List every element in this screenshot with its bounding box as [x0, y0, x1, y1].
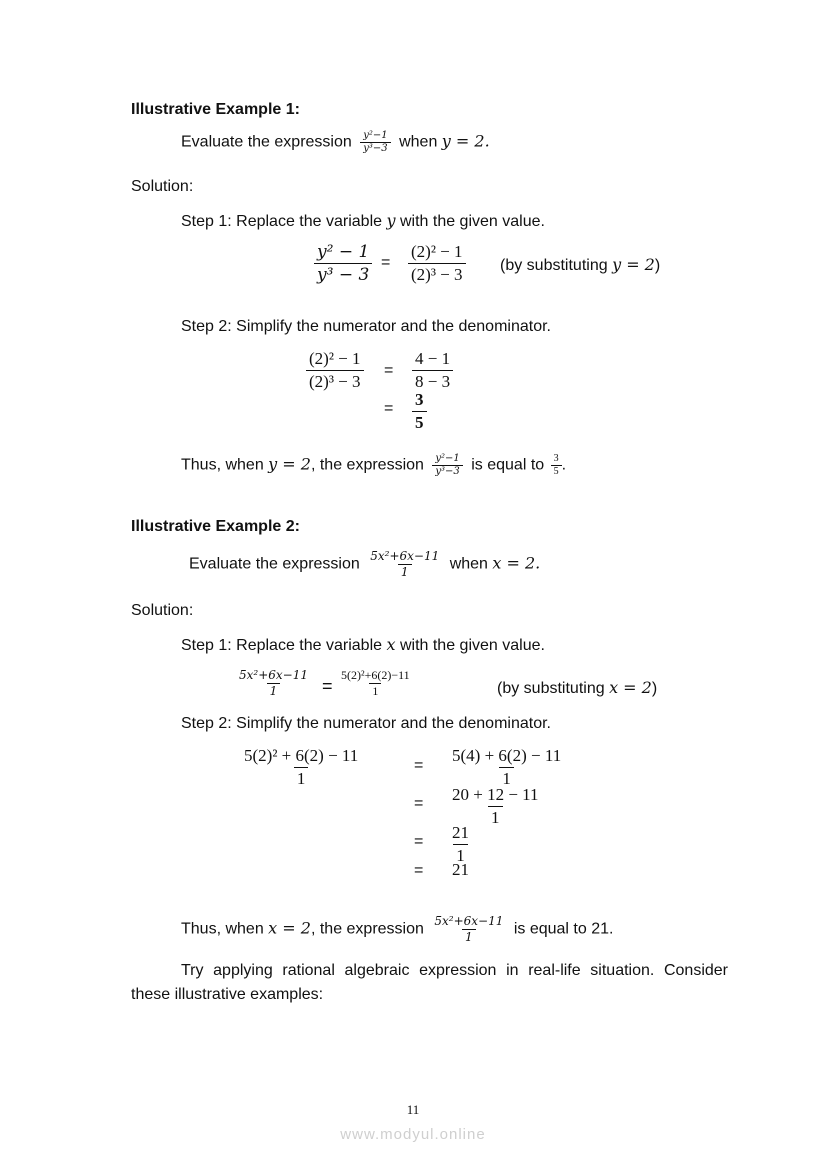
- example-2-prompt: [189, 549, 540, 580]
- numerator: 5x²+6x−11: [434, 914, 504, 928]
- numerator: y² − 1: [317, 242, 370, 262]
- step-text: Step 1: Replace the variable: [181, 213, 383, 230]
- numerator: 5x²+6x−11: [370, 549, 440, 563]
- equals-sign: =: [381, 254, 391, 271]
- period: .: [561, 456, 567, 474]
- numerator: 5(2)² + 6(2) − 11: [244, 746, 359, 765]
- numerator: y²−1: [363, 130, 388, 141]
- variable: x: [386, 635, 396, 654]
- conclusion-fraction: [431, 914, 506, 945]
- numerator: y²−1: [435, 453, 460, 464]
- denominator: 1: [294, 767, 309, 790]
- ex1-substitution-note: [500, 255, 660, 275]
- conclusion-text: Thus, when: [181, 456, 264, 474]
- numerator: (2)² − 1: [411, 242, 463, 261]
- example-2-step-2: Step 2: Simplify the numerator and the denominator.: [181, 715, 551, 732]
- condition: y = 2.: [441, 131, 490, 151]
- conclusion-text-end: is equal to: [471, 456, 545, 474]
- numerator: 5(4) + 6(2) − 11: [452, 746, 562, 765]
- ex2-step2-left-fraction: [241, 745, 361, 790]
- denominator: y³−3: [432, 465, 462, 478]
- when-text: when: [399, 133, 438, 151]
- equals-sign: =: [384, 362, 394, 379]
- when-text: when: [449, 555, 488, 573]
- conclusion-text-end: is equal to 21.: [513, 920, 614, 938]
- numerator: 3: [415, 390, 424, 409]
- answer-fraction: [551, 453, 562, 478]
- note-math: x = 2: [609, 678, 652, 697]
- example-1-conclusion: [181, 453, 566, 478]
- step-text: Step 1: Replace the variable: [181, 637, 383, 654]
- page-number: 11: [406, 1102, 420, 1117]
- denominator: y³ − 3: [314, 263, 372, 286]
- numerator: 4 − 1: [415, 349, 451, 368]
- example-1-step-2: Step 2: Simplify the numerator and the denominator.: [181, 318, 551, 335]
- denominator: (2)³ − 3: [306, 370, 364, 393]
- example-2-heading: Illustrative Example 2:: [131, 518, 300, 535]
- conclusion-condition: y = 2: [268, 454, 311, 474]
- note-text: (by substituting: [500, 257, 608, 274]
- prompt-text: Evaluate the expression: [189, 555, 360, 573]
- conclusion-condition: x = 2: [268, 918, 311, 938]
- equals-sign: =: [414, 795, 424, 812]
- closing-paragraph: Try applying rational algebraic expression in real-life situation. Consider these illustrative examples:: [131, 962, 728, 1003]
- equals-sign: =: [414, 833, 424, 850]
- equals-sign: =: [384, 400, 394, 417]
- prompt-text: Evaluate the expression: [181, 133, 352, 151]
- variable: y: [386, 211, 396, 230]
- numerator: 5(2)²+6(2)−11: [341, 668, 410, 682]
- equals-sign: =: [414, 757, 424, 774]
- ex2-step1-left-fraction: [236, 668, 311, 699]
- denominator: 1: [369, 683, 381, 699]
- denominator: 1: [453, 844, 468, 867]
- equals-sign: =: [414, 862, 424, 879]
- example-1-step-1: [181, 211, 545, 231]
- note-text: (by substituting: [497, 680, 605, 697]
- ex1-step2-result-2: [412, 389, 427, 434]
- conclusion-text-mid: , the expression: [310, 456, 424, 474]
- note-close: ): [651, 680, 658, 697]
- numerator: (2)² − 1: [309, 349, 361, 368]
- denominator: 1: [499, 767, 514, 790]
- numerator: 21: [452, 823, 469, 842]
- numerator: 3: [553, 453, 559, 464]
- denominator: 1: [462, 929, 476, 945]
- denominator: 1: [267, 683, 281, 699]
- note-close: ): [654, 257, 661, 274]
- ex2-step2-final: 21: [452, 860, 469, 879]
- ex1-step1-right-fraction: [408, 241, 466, 286]
- prompt-fraction: [367, 549, 442, 580]
- denominator: 1: [398, 564, 412, 580]
- ex2-substitution-note: [497, 678, 657, 698]
- note-math: y = 2: [612, 255, 655, 274]
- denominator: 1: [488, 806, 503, 829]
- conclusion-text-mid: , the expression: [310, 920, 424, 938]
- conclusion-text: Thus, when: [181, 920, 264, 938]
- equals-sign: =: [322, 676, 333, 696]
- solution-label-2: Solution:: [131, 602, 194, 619]
- step-text-end: with the given value.: [399, 637, 545, 654]
- conclusion-fraction: [432, 453, 462, 478]
- numerator: 20 + 12 − 11: [452, 785, 539, 804]
- denominator: y³−3: [360, 142, 390, 155]
- ex2-step1-right-fraction: [338, 668, 413, 699]
- watermark: www.modyul.online: [340, 1126, 486, 1143]
- example-1-prompt: [181, 130, 490, 155]
- prompt-fraction: [360, 130, 390, 155]
- example-2-conclusion: [181, 914, 613, 945]
- denominator: 5: [551, 465, 562, 478]
- solution-label-1: Solution:: [131, 178, 194, 195]
- ex1-step1-left-fraction: [314, 241, 372, 286]
- example-2-step-1: [181, 635, 545, 655]
- step-text-end: with the given value.: [399, 213, 545, 230]
- ex1-step2-left-fraction: [306, 348, 364, 393]
- condition: x = 2.: [492, 553, 541, 573]
- denominator: 8 − 3: [412, 370, 453, 393]
- ex1-step2-result-1: [412, 348, 453, 393]
- example-1-heading: Illustrative Example 1:: [131, 101, 300, 118]
- denominator: 5: [412, 411, 427, 434]
- numerator: 5x²+6x−11: [239, 668, 308, 682]
- denominator: (2)³ − 3: [408, 263, 466, 286]
